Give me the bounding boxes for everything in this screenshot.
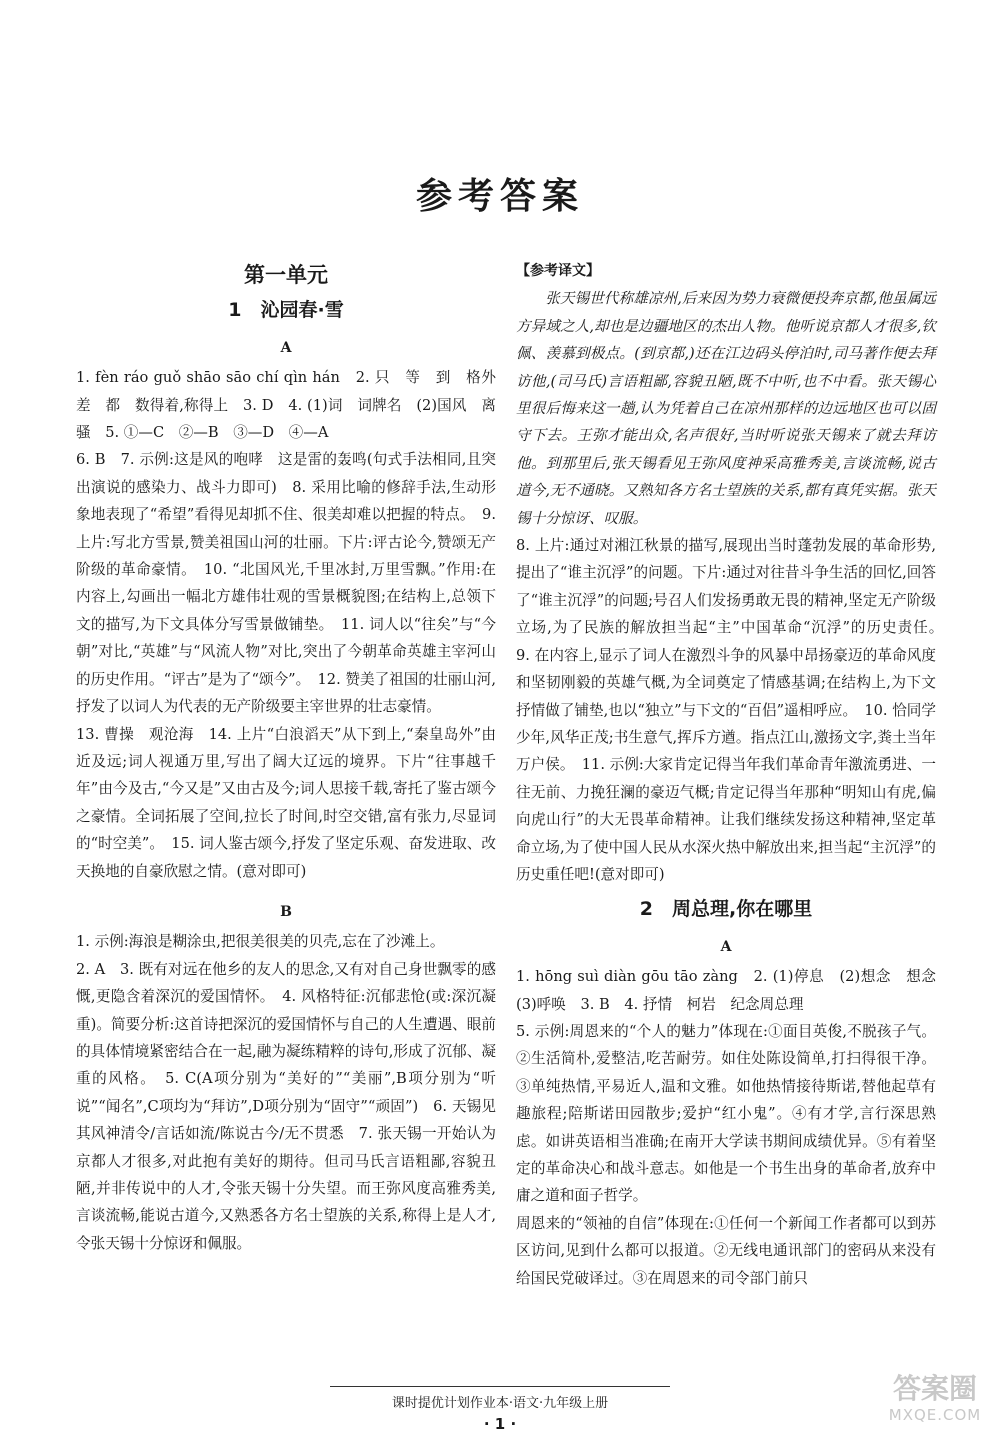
answer-paragraph: 1. hōng suì diàn gōu tāo zàng 2. (1)停息 (2)想念 想念 (3)呼唤 3. B 4. 抒情 柯岩 纪念周总理	[516, 968, 951, 1013]
left-column	[76, 258, 511, 1257]
page-title: 参考答案	[415, 176, 584, 217]
section-a-heading: A	[720, 938, 732, 955]
right-column	[516, 258, 951, 1292]
footer-title: 课时提优计划作业本·语文·九年级上册	[391, 1396, 609, 1411]
watermark-text: 答案圈	[892, 1372, 977, 1405]
answer-paragraph: 2. A 3. 既有对远在他乡的友人的思念,又有对自己身世飘零的感慨,更隐含着深沉的爱国情怀。 4. 风格特征:沉郁悲怆(或:深沉凝重)。简要分析:这首诗把深沉的爱国情怀与自己的人生遭遇、眼前的具体情境紧密结合在一起,融为凝练精粹的诗句,形成了沉郁、凝重的风格。 5. C(A项分别为“美好的”“美丽”,B项分别为“听说”“闻名”,C项均为“拜访”,D项分别为“固守”“顽固”) 6. 天锡见其风神清令/言话如流/陈说古今/无不贯悉 7. 张天锡一开始认为京都人才很多,对此抱有美好的期待。但司马氏言语粗鄙,容貌丑陋,并非传说中的人才,令张天锡十分失望。而王弥风度高雅秀美,言谈流畅,能说古道今,又熟悉各方名士望族的关系,称得上是人才,令张天锡十分惊讶和佩服。	[76, 960, 496, 1252]
unit-title: 第一单元	[244, 263, 328, 287]
watermark-logo	[880, 1372, 990, 1442]
lesson-title: 1 沁园春·雪	[228, 299, 344, 322]
reference-translation-heading: 【参考译文】	[516, 263, 600, 279]
reference-translation: 张天锡世代称雄凉州,后来因为势力衰微便投奔京都,他虽属远方异域之人,却也是边疆地区的杰出人物。他听说京都人才很多,钦佩、羡慕到极点。(到京都,)还在江边码头停泊时,司马著作便去拜访他,(司马氏)言语粗鄙,容貌丑陋,既不中听,也不中看。张天锡心里很后悔来这一趟,认为凭着自己在凉州那样的边远地区也可以固守下去。王弥才能出众,名声很好,当时听说张天锡来了就去拜访他。到那里后,张天锡看见王弥风度神采高雅秀美,言谈流畅,说古道今,无不通晓。又熟知各方名士望族的关系,都有真凭实据。张天锡十分惊讶、叹服。	[516, 290, 936, 527]
answer-paragraph: 1. fèn ráo guǒ shāo sāo chí qìn hán 2. 只 等 到 格外 差 都 数得着,称得上 3. D 4. (1)词 词牌名 (2)国风 离骚 5. ①—C ②—B ③—D ④—A	[76, 369, 511, 442]
watermark-url: MXQE.COM	[888, 1406, 982, 1424]
answer-paragraph: 8. 上片:通过对湘江秋景的描写,展现出当时蓬勃发展的革命形势,提出了“谁主沉浮”的问题。下片:通过对往昔斗争生活的回忆,回答了“谁主沉浮”的问题;号召人们发扬勇敢无畏的精神,坚定无产阶级立场,为了民族的解放担当起“主”中国革命“沉浮”的历史责任。 9. 在内容上,显示了词人在激烈斗争的风暴中昂扬豪迈的革命风度和坚韧刚毅的英雄气概,为全词奠定了情感基调;在结构上,为下文抒情做了铺垫,也以“独立”与下文的“百侣”遥相呼应。 10. 恰同学少年,风华正茂;书生意气,挥斥方遒。指点江山,激扬文字,粪土当年万户侯。 11. 示例:大家肯定记得当年我们革命青年激流勇进、一往无前、力挽狂澜的豪迈气概;肯定记得当年那种“明知山有虎,偏向虎山行”的大无畏革命精神。让我们继续发扬这种精神,坚定革命立场,为了使中国人民从水深火热中解放出来,担当起“主沉浮”的历史重任吧!(意对即可)	[516, 537, 951, 883]
answer-paragraph: 周恩来的“领袖的自信”体现在:①任何一个新闻工作者都可以到苏区访问,见到什么都可以报道。②无线电通讯部门的密码从来没有给国民党破译过。③在周恩来的司令部门前只	[516, 1214, 936, 1287]
answer-paragraph: 1. 示例:海浪是糊涂虫,把很美很美的贝壳,忘在了沙滩上。	[76, 933, 445, 951]
page-number: · 1 ·	[483, 1415, 517, 1433]
lesson-title: 2 周总理,你在哪里	[639, 898, 813, 921]
answer-paragraph: 5. 示例:周恩来的“个人的魅力”体现在:①面目英俊,不脱孩子气。②生活简朴,爱整洁,吃苦耐劳。如住处陈设简单,打扫得很干净。③单纯热情,平易近人,温和文雅。如他热情接待斯诺,替他起草有趣旅程;陪斯诺田园散步;爱护“红小鬼”。④有才学,言行深思熟虑。如讲英语相当准确;在南开大学读书期间成绩优异。⑤有着坚定的革命决心和战斗意志。如他是一个书生出身的革命者,放弃中庸之道和面子哲学。	[516, 1022, 936, 1205]
footer-divider	[330, 1386, 670, 1387]
section-a-heading: A	[280, 339, 292, 356]
answer-paragraph: 13. 曹操 观沧海 14. 上片“白浪滔天”从下到上,“秦皇岛外”由近及远;词人视通万里,写出了阔大辽远的境界。下片“往事越千年”由今及古,“今又是”又由古及今;词人思接千载,寄托了鉴古颂今之豪情。全词拓展了空间,拉长了时间,时空交错,富有张力,尽显词的“时空美”。 15. 词人鉴古颂今,抒发了坚定乐观、奋发进取、改天换地的自豪欣慰之情。(意对即可)	[76, 725, 496, 880]
section-b-heading: B	[280, 903, 292, 920]
answer-paragraph: 6. B 7. 示例:这是风的咆哮 这是雷的轰鸣(句式手法相同,且突出演说的感染力、战斗力即可) 8. 采用比喻的修辞手法,生动形象地表现了“希望”看得见却抓不住、很美却难以把握的特点。 9. 上片:写北方雪景,赞美祖国山河的壮丽。下片:评古论今,赞颂无产阶级的革命豪情。 10. “北国风光,千里冰封,万里雪飘。”作用:在内容上,勾画出一幅北方雄伟壮观的雪景概貌图;在结构上,总领下文的描写,为下文具体分写雪景做铺垫。 11. 词人以“往矣”与“今朝”对比,“英雄”与“风流人物”对比,突出了今朝革命英雄主宰河山的历史作用。“评古”是为了“颂今”。 12. 赞美了祖国的壮丽山河,抒发了以词人为代表的无产阶级要主宰世界的壮志豪情。	[76, 451, 496, 716]
